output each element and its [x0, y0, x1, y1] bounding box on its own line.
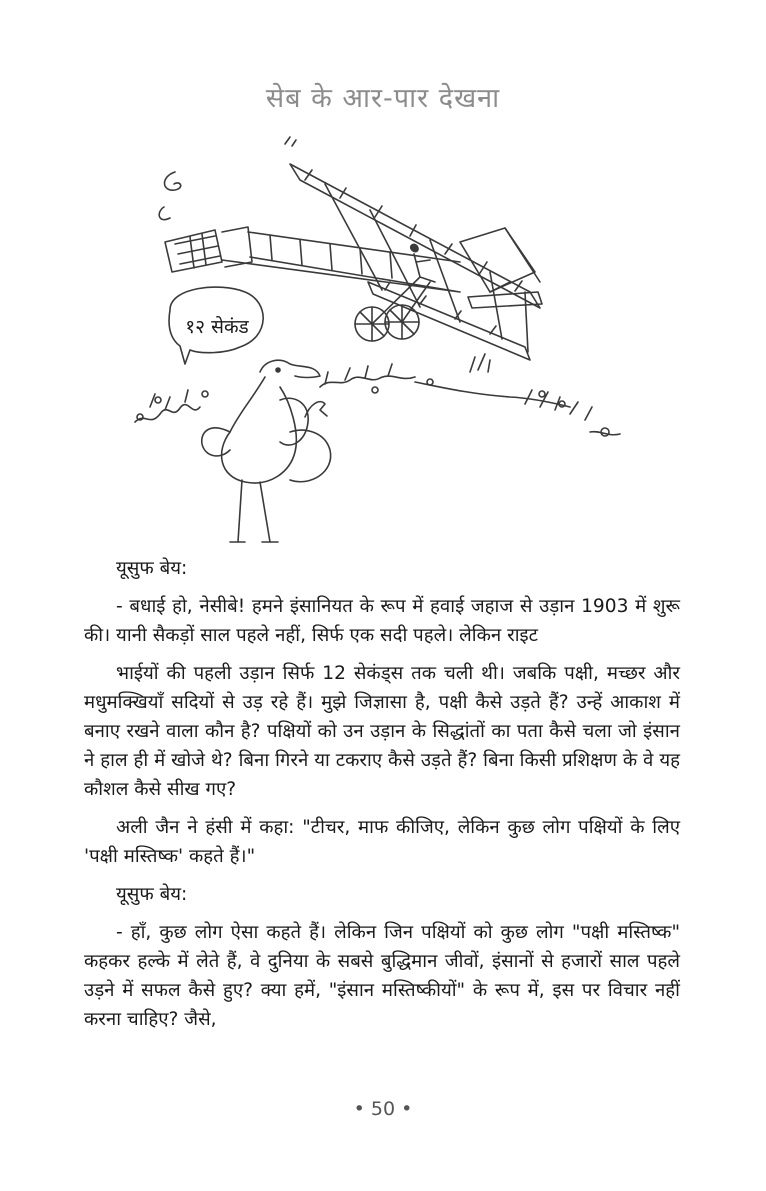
page-title: सेब के आर-पार देखना — [265, 83, 501, 114]
biplane-bird-illustration — [130, 132, 640, 544]
paragraph: भाईयों की पहली उड़ान सिर्फ 12 सेकंड्स तक चली थी। जबकि पक्षी, मच्छर और मधुमक्खियाँ सदियों से उड़ रहे हैं। मुझे जिज्ञासा है, पक्षी कैसे उड़ते हैं? उन्हें आकाश में बनाए रखने वाला कौन है? पक्षियों को उन उड़ान के सिद्धांतों का पता कैसे चला जो इंसान ने हाल ही में खोजे थे? बिना गिरने या टकराए कैसे उड़ते हैं? बिना किसी प्रशिक्षण के वे यह कौशल कैसे सीख गए? — [84, 663, 680, 800]
paragraph: - हाँ, कुछ लोग ऐसा कहते हैं। लेकिन जिन पक्षियों को कुछ लोग "पक्षी मस्तिष्क" कहकर हल्के में लेते हैं, वे दुनिया के सबसे बुद्धिमान जीवों, इंसानों से हजारों साल पहले उड़ने में सफल कैसे हुए? क्या हमें, "इंसान मस्तिष्कीयों" के रूप में, इस पर विचार नहीं करना चाहिए? जैसे, — [84, 922, 680, 1030]
page-number: • 50 • — [353, 1098, 413, 1120]
body-text — [84, 548, 680, 1043]
bird-drawing — [202, 360, 331, 542]
speaker-label: यूसुफ बेय: — [116, 558, 188, 579]
paragraph: अली जैन ने हंसी में कहा: "टीचर, माफ कीजिए, लेकिन कुछ लोग पक्षियों के लिए 'पक्षी मस्तिष्क' कहते हैं।" — [84, 817, 680, 867]
speech-bubble-text: १२ सेकंड — [185, 316, 249, 338]
speaker-label: यूसुफ बेय: — [116, 884, 188, 905]
grass-drawing — [135, 354, 620, 436]
paragraph: - बधाई हो, नेसीबे! हमने इंसानियत के रूप में हवाई जहाज से उड़ान 1903 में शुरू की। यानी सैकड़ों साल पहले नहीं, सिर्फ एक सदी पहले। लेकिन राइट — [84, 596, 680, 646]
